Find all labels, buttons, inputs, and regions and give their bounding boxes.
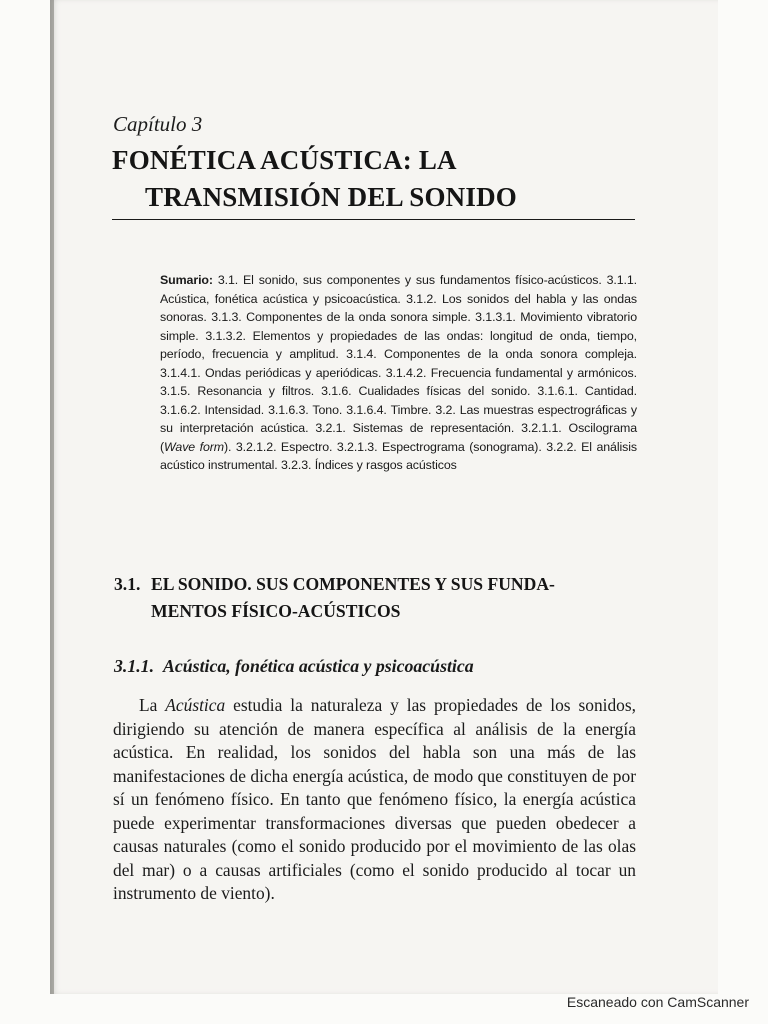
subsection-heading — [114, 656, 474, 677]
body-paragraph — [113, 694, 636, 906]
section-heading — [114, 571, 654, 625]
paragraph-start: La — [139, 695, 166, 715]
summary-text-end: ). 3.2.1.2. Espectro. 3.2.1.3. Espectrograma (sonograma). 3.2.2. El análisis acústico instrumental. 3.2.3. Índices y rasgos acústicos — [160, 439, 637, 473]
scanner-watermark: Escaneado con CamScanner — [566, 994, 749, 1010]
summary-text: 3.1. El sonido, sus componentes y sus fundamentos físico-acústicos. 3.1.1. Acústica, fonética acústica y psicoacústica. 3.1.2. Los sonidos del habla y las ondas sonoras. 3.1.3. Componentes de la onda sonora simple. 3.1.3.1. Movimiento vibratorio simple. 3.1.3.2. Elementos y propiedades de las ondas: longitud de onda, tiempo, período, frecuencia y amplitud. 3.1.4. Componentes de la onda sonora compleja. 3.1.4.1. Ondas periódicas y aperiódicas. 3.1.4.2. Frecuencia fundamental y armónicos. 3.1.5. Resonancia y filtros. 3.1.6. Cualidades físicas del sonido. 3.1.6.1. Cantidad. 3.1.6.2. Intensidad. 3.1.6.3. Tono. 3.1.6.4. Timbre. 3.2. Las muestras espectrográficas y su interpretación acústica. 3.2.1. Sistemas de representación. 3.2.1.1. Oscilograma ( — [160, 273, 637, 454]
paragraph-text — [113, 694, 636, 906]
summary-italic-term: Wave form — [164, 439, 224, 454]
summary-lead: Sumario: — [160, 273, 213, 287]
section-title-line-2: MENTOS FÍSICO-ACÚSTICOS — [151, 601, 401, 621]
chapter-title-line-2: TRANSMISIÓN DEL SONIDO — [145, 182, 517, 212]
chapter-summary — [160, 271, 637, 475]
subsection-number: 3.1.1. — [114, 656, 155, 676]
chapter-title — [112, 142, 652, 216]
title-divider — [112, 219, 635, 220]
section-number: 3.1. — [114, 574, 141, 594]
paragraph-rest: estudia la naturaleza y las propiedades de los sonidos, dirigiendo su atención de manera específica al análisis de la energía acústica. En realidad, los sonidos del habla son una más de las manifestaciones de dicha energía acústica, de modo que constituyen de por sí un fenómeno físico. En tanto que fenómeno físico, la energía acústica puede experimentar transformaciones diversas que pueden obedecer a causas naturales (como el sonido producido por el movimiento de las olas del mar) o a causas artificiales (como el sonido producido al tocar un instrumento de viento). — [113, 695, 636, 903]
chapter-label: Capítulo 3 — [113, 112, 203, 136]
paragraph-italic-term: Acústica — [165, 695, 226, 715]
subsection-title: Acústica, fonética acústica y psicoacústica — [163, 656, 474, 676]
page-spine-shadow — [50, 0, 54, 994]
chapter-title-line-1: FONÉTICA ACÚSTICA: LA — [112, 145, 457, 175]
section-title-line-1: EL SONIDO. SUS COMPONENTES Y SUS FUNDA- — [151, 574, 555, 594]
